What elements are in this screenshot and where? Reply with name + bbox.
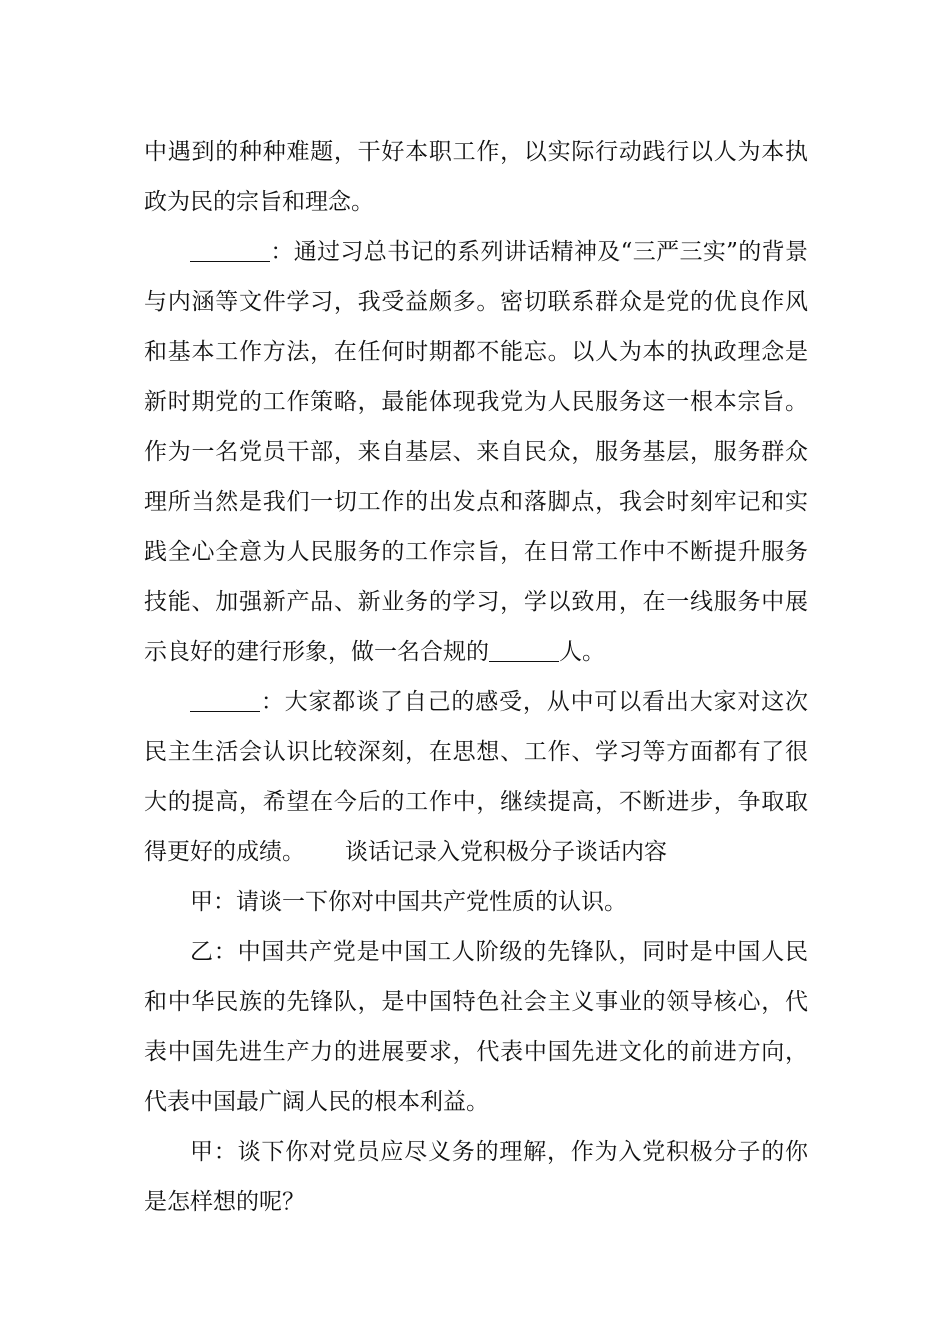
paragraph-text: 中遇到的种种难题，干好本职工作，以实际行动践行以人为本执政为民的宗旨和理念。 bbox=[144, 139, 808, 215]
paragraph-study-reflection bbox=[144, 227, 808, 677]
paragraph-text: ：大家都谈了自己的感受，从中可以看出大家对这次民主生活会认识比较深刻，在思想、工作、学习等方面都有了很大的提高，希望在今后的工作中，继续提高，不断进步，争取取得更好的成绩。 bbox=[144, 689, 808, 865]
paragraph-text: 甲：谈下你对党员应尽义务的理解，作为入党积极分子的你是怎样想的呢？ bbox=[144, 1139, 808, 1215]
paragraph-text: ：通过习总书记的系列讲话精神及“三严三实”的背景与内涵等文件学习，我受益颇多。密切联系群众是党的优良作风和基本工作方法，在任何时期都不能忘。以人为本的执政理念是新时期党的工作策略，最能体现我党为人民服务这一根本宗旨。作为一名党员干部，来自基层、来自民众，服务基层，服务群众理所当然是我们一切工作的出发点和落脚点，我会时刻牢记和实践全心全意为人民服务的工作宗旨，在日常工作中不断提升服务技能、加强新产品、新业务的学习，学以致用，在一线服务中展示良好的建行形象，做一名合规的 bbox=[144, 239, 808, 665]
paragraph-answer-1 bbox=[144, 927, 808, 1127]
name-blank bbox=[190, 711, 260, 712]
role-blank bbox=[489, 661, 559, 662]
section-heading: 谈话记录入党积极分子谈话内容 bbox=[345, 839, 667, 865]
name-blank bbox=[190, 261, 270, 262]
paragraph-question-1 bbox=[144, 877, 808, 927]
paragraph-summary bbox=[144, 677, 808, 877]
paragraph-continuation bbox=[144, 127, 808, 227]
paragraph-ending: 人。 bbox=[559, 639, 605, 665]
paragraph-question-2 bbox=[144, 1127, 808, 1227]
paragraph-text: 乙：中国共产党是中国工人阶级的先锋队，同时是中国人民和中华民族的先锋队，是中国特色社会主义事业的领导核心，代表中国先进生产力的进展要求，代表中国先进文化的前进方向，代表中国最广阔人民的根本利益。 bbox=[144, 939, 808, 1115]
paragraph-text: 甲：请谈一下你对中国共产党性质的认识。 bbox=[190, 889, 627, 915]
document-body bbox=[144, 127, 808, 1227]
